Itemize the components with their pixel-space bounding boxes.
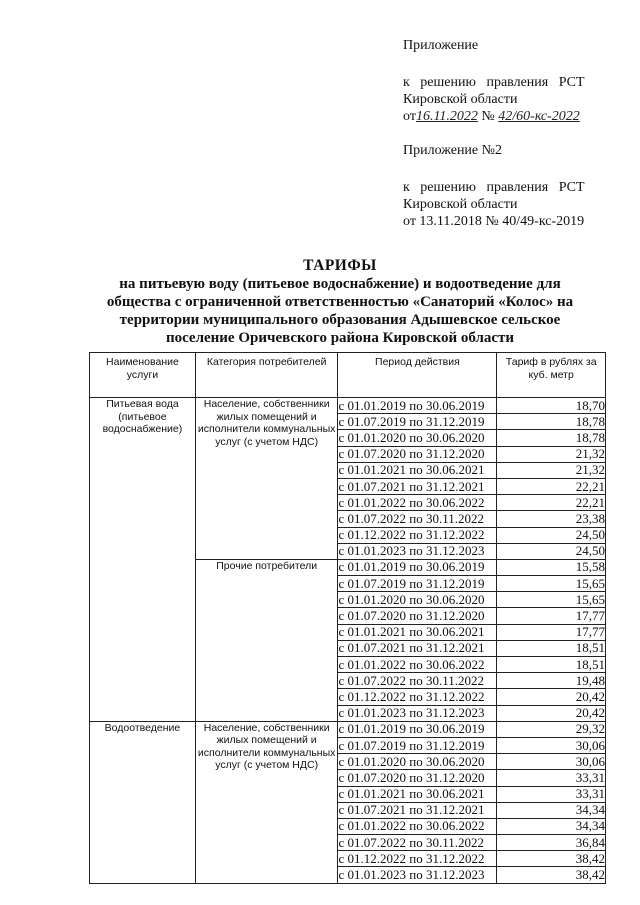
- period-cell: с 01.07.2022 по 30.11.2022: [338, 673, 497, 689]
- appendix-label: Приложение: [403, 38, 479, 53]
- period-cell: с 01.07.2019 по 31.12.2019: [338, 737, 497, 753]
- period-cell: с 01.07.2021 по 31.12.2021: [338, 478, 497, 494]
- period-cell: с 01.01.2021 по 30.06.2021: [338, 624, 497, 640]
- tariff-value-cell: 18,78: [497, 414, 606, 430]
- title-line-4: поселение Оричевского района Кировской области: [165, 330, 515, 346]
- tariff-value-cell: 30,06: [497, 737, 606, 753]
- tariff-value-cell: 19,48: [497, 673, 606, 689]
- category-cell: Население, собственники жилых помещений и исполнители коммунальных услуг (с учетом НДС): [195, 398, 338, 560]
- title-line-3: территории муниципального образования Адышевское сельское: [119, 312, 561, 328]
- period-cell: с 01.07.2020 по 31.12.2020: [338, 446, 497, 462]
- decision-line-2: Кировской области: [403, 92, 518, 107]
- period-cell: с 01.01.2023 по 31.12.2023: [338, 543, 497, 559]
- tariff-value-cell: 24,50: [497, 527, 606, 543]
- decision-date-line: [403, 108, 585, 125]
- tariff-value-cell: 18,78: [497, 430, 606, 446]
- tariff-value-cell: 21,32: [497, 446, 606, 462]
- tariff-value-cell: 18,51: [497, 640, 606, 656]
- period-cell: с 01.01.2020 по 30.06.2020: [338, 754, 497, 770]
- decision-ref-block: [403, 74, 585, 125]
- tariff-value-cell: 20,42: [497, 689, 606, 705]
- period-cell: с 01.12.2022 по 31.12.2022: [338, 851, 497, 867]
- table-body: [90, 398, 606, 884]
- tariff-value-cell: 15,58: [497, 559, 606, 575]
- appendix2-block: [403, 142, 502, 159]
- tariff-value-cell: 33,31: [497, 770, 606, 786]
- appendix2-label: Приложение №2: [403, 143, 502, 158]
- period-cell: с 01.01.2019 по 30.06.2019: [338, 559, 497, 575]
- service-name-cell: Питьевая вода (питьевое водоснабжение): [90, 398, 196, 722]
- tariff-value-cell: 15,65: [497, 592, 606, 608]
- period-cell: с 01.01.2022 по 30.06.2022: [338, 495, 497, 511]
- decision2-line-2: Кировской области: [403, 197, 518, 212]
- tariff-value-cell: 22,21: [497, 495, 606, 511]
- tariff-value-cell: 22,21: [497, 478, 606, 494]
- handwritten-number: 42/60-кс-2022: [498, 109, 580, 124]
- period-cell: с 01.07.2020 по 31.12.2020: [338, 608, 497, 624]
- period-cell: с 01.01.2023 по 31.12.2023: [338, 705, 497, 721]
- period-cell: с 01.07.2022 по 30.11.2022: [338, 511, 497, 527]
- period-cell: с 01.12.2022 по 31.12.2022: [338, 527, 497, 543]
- period-cell: с 01.07.2022 по 30.11.2022: [338, 835, 497, 851]
- period-cell: с 01.01.2021 по 30.06.2021: [338, 462, 497, 478]
- tariffs-table: [89, 352, 606, 884]
- title-line-2: общества с ограниченной ответственностью «Санаторий «Колос» на: [106, 294, 574, 310]
- tariff-value-cell: 38,42: [497, 867, 606, 883]
- tariff-value-cell: 38,42: [497, 851, 606, 867]
- header-block: [403, 37, 478, 54]
- period-cell: с 01.01.2022 по 30.06.2022: [338, 657, 497, 673]
- tariff-value-cell: 20,42: [497, 705, 606, 721]
- table-header-row: [90, 353, 606, 398]
- header-category: Категория потребителей: [195, 353, 338, 398]
- number-sign: №: [481, 109, 495, 124]
- period-cell: с 01.07.2019 по 31.12.2019: [338, 576, 497, 592]
- tariff-value-cell: 17,77: [497, 608, 606, 624]
- category-cell: Население, собственники жилых помещений и исполнители коммунальных услуг (с учетом НДС): [195, 721, 338, 883]
- title-heading: ТАРИФЫ: [303, 257, 377, 274]
- tariff-value-cell: 30,06: [497, 754, 606, 770]
- tariff-value-cell: 34,34: [497, 802, 606, 818]
- period-cell: с 01.07.2019 по 31.12.2019: [338, 414, 497, 430]
- date-prefix: от: [403, 109, 416, 124]
- period-cell: с 01.01.2019 по 30.06.2019: [338, 398, 497, 414]
- tariff-value-cell: 34,34: [497, 818, 606, 834]
- header-tariff: Тариф в рублях за куб. метр: [497, 353, 606, 398]
- period-cell: с 01.01.2020 по 30.06.2020: [338, 592, 497, 608]
- handwritten-date: 16.11.2022: [415, 109, 478, 124]
- tariff-value-cell: 33,31: [497, 786, 606, 802]
- category-cell: Прочие потребители: [195, 559, 338, 721]
- decision-line-1: к решению правления РСТ: [403, 75, 585, 90]
- period-cell: с 01.01.2022 по 30.06.2022: [338, 818, 497, 834]
- table-row: [90, 721, 606, 737]
- tariff-value-cell: 15,65: [497, 576, 606, 592]
- table-row: [90, 398, 606, 414]
- service-name-cell: Водоотведение: [90, 721, 196, 883]
- header-service: Наименование услуги: [90, 353, 196, 398]
- tariff-value-cell: 17,77: [497, 624, 606, 640]
- period-cell: с 01.12.2022 по 31.12.2022: [338, 689, 497, 705]
- tariff-value-cell: 24,50: [497, 543, 606, 559]
- period-cell: с 01.07.2021 по 31.12.2021: [338, 802, 497, 818]
- document-title: [60, 257, 620, 347]
- period-cell: с 01.01.2023 по 31.12.2023: [338, 867, 497, 883]
- decision2-line-3: от 13.11.2018 № 40/49-кс-2019: [403, 214, 585, 229]
- decision2-ref-block: [403, 179, 585, 230]
- period-cell: с 01.07.2020 по 31.12.2020: [338, 770, 497, 786]
- tariff-value-cell: 18,51: [497, 657, 606, 673]
- period-cell: с 01.07.2021 по 31.12.2021: [338, 640, 497, 656]
- tariff-value-cell: 21,32: [497, 462, 606, 478]
- period-cell: с 01.01.2020 по 30.06.2020: [338, 430, 497, 446]
- period-cell: с 01.01.2019 по 30.06.2019: [338, 721, 497, 737]
- decision2-line-1: к решению правления РСТ: [403, 180, 585, 195]
- title-line-1: на питьевую воду (питьевое водоснабжение) и водоотведение для: [119, 276, 561, 292]
- tariff-value-cell: 23,38: [497, 511, 606, 527]
- tariff-value-cell: 36,84: [497, 835, 606, 851]
- tariff-value-cell: 29,32: [497, 721, 606, 737]
- header-period: Период действия: [338, 353, 497, 398]
- tariff-value-cell: 18,70: [497, 398, 606, 414]
- period-cell: с 01.01.2021 по 30.06.2021: [338, 786, 497, 802]
